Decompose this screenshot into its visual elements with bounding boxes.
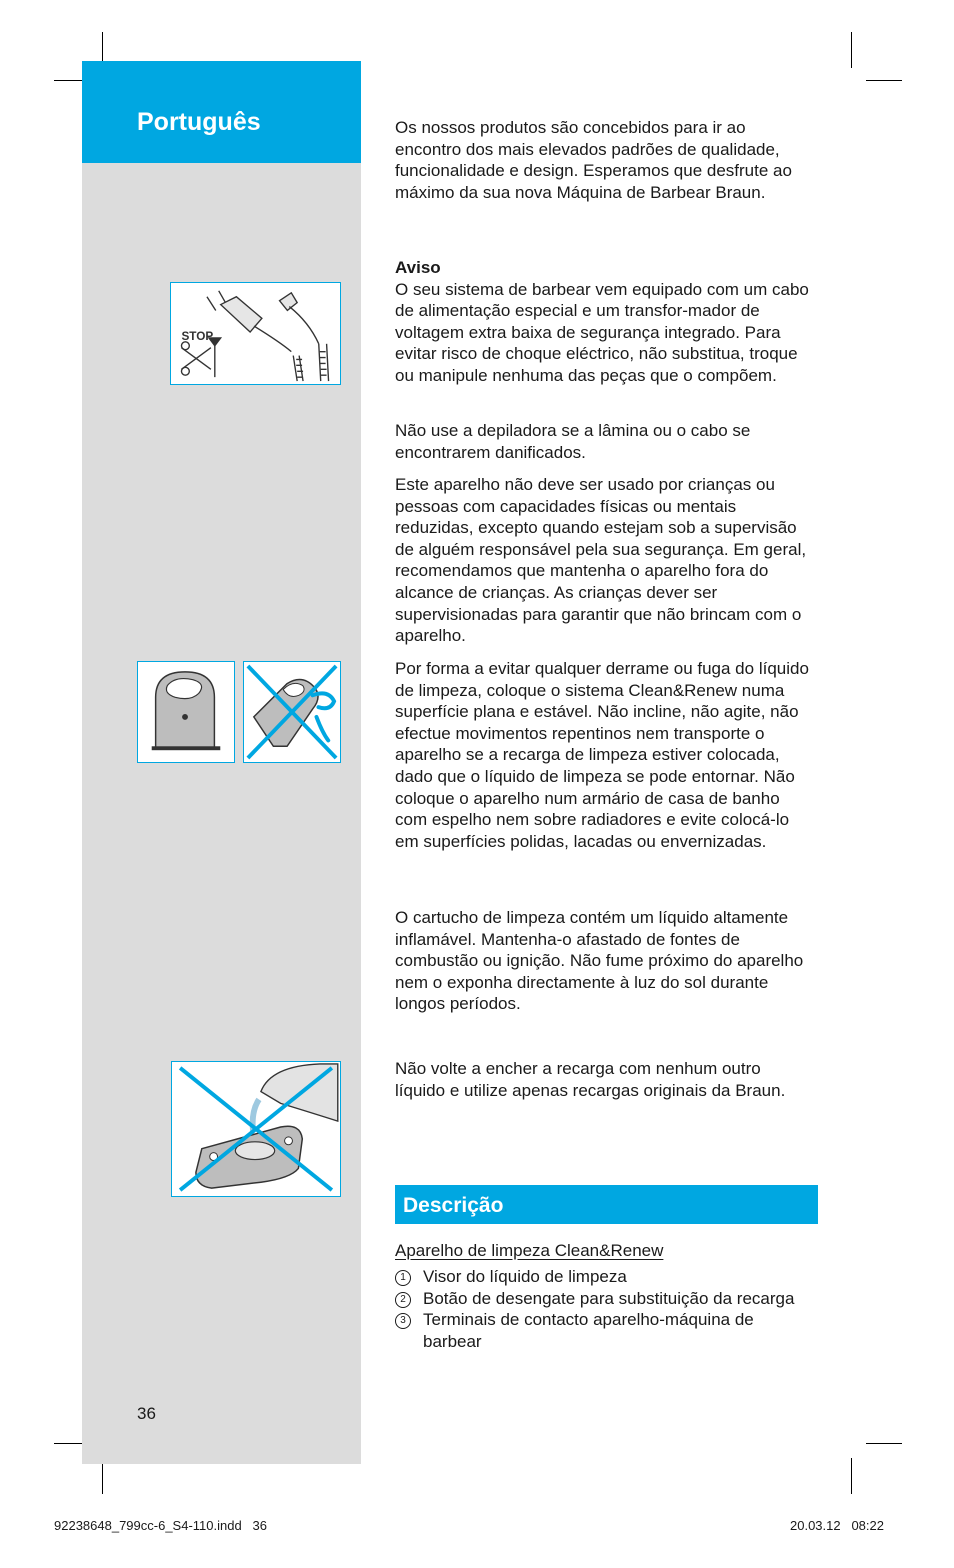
- item-number: 1: [395, 1270, 411, 1286]
- list-item: [395, 1266, 815, 1288]
- no-refill-crossed-icon: [172, 1062, 340, 1196]
- warning-text-1: O seu sistema de barbear vem equipado com um cabo de alimentação especial e um transfor-mador de voltagem extra baixa de segurança integrado. Para evitar risco de choque eléctrico, não substitua, troque ou manipule nenhuma das peças que o compõem.: [395, 279, 809, 385]
- description-subtitle: Aparelho de limpeza Clean&Renew: [395, 1241, 664, 1260]
- warning-heading: Aviso: [395, 258, 441, 277]
- crop-mark: [866, 80, 902, 81]
- warning-paragraph-2: Não use a depiladora se a lâmina ou o cabo se encontrarem danificados.: [395, 421, 751, 462]
- crop-mark: [851, 1458, 852, 1494]
- figure-tilted-cartridge-crossed: [243, 661, 341, 763]
- cartridge-upright-icon: [138, 662, 234, 762]
- plug-cable-icon: [171, 283, 340, 384]
- warning-paragraph-6: Não volte a encher a recarga com nenhum outro líquido e utilize apenas recargas originais da Braun.: [395, 1059, 786, 1100]
- warning-paragraph-5: O cartucho de limpeza contém um líquido altamente inflamável. Mantenha-o afastado de fontes de combustão ou ignição. Não fume próximo do aparelho nem o exponha directamente à luz do sol durante longos períodos.: [395, 908, 804, 1014]
- cartridge-tilted-crossed-icon: [244, 662, 340, 762]
- warning-paragraph-1: [395, 257, 815, 387]
- figure-upright-cartridge: [137, 661, 235, 763]
- item-number: 2: [395, 1292, 411, 1308]
- intro-paragraph: Os nossos produtos são concebidos para ir ao encontro dos mais elevados padrões de qualidade, funcionalidade e design. Esperamos que desfrute ao máximo da sua nova Máquina de Barbear Braun.: [395, 118, 792, 202]
- figure-no-refill-crossed: [171, 1061, 341, 1197]
- list-item: [395, 1288, 815, 1310]
- description-title: Descrição: [403, 1194, 504, 1217]
- footer-file-info: 92238648_799cc-6_S4-110.indd 36: [54, 1518, 267, 1533]
- item-number: 3: [395, 1313, 411, 1329]
- item-text: Visor do líquido de limpeza: [423, 1267, 627, 1286]
- description-list: [395, 1266, 815, 1352]
- warning-paragraph-3: Este aparelho não deve ser usado por crianças ou pessoas com capacidades físicas ou mentais reduzidas, excepto quando estejam sob a supervisão de alguém responsável pela sua segurança. Em geral, recomendamos que mantenha o aparelho fora do alcance de crianças. As crianças dever ser supervisionadas para garantir que não brincam com o aparelho.: [395, 475, 807, 646]
- warning-paragraph-4: Por forma a evitar qualquer derrame ou fuga do líquido de limpeza, coloque o sistema Clean&Renew numa superfície plana e estável. Não incline, não agite, não efectue movimentos repentinos nem transporte o aparelho se a recarga de limpeza estiver colocada, dado que o líquido de limpeza se pode entornar. Não coloque o aparelho num armário de casa de banho com espelho nem sobre radiadores e evite colocá-lo em superfícies polidas, lacadas ou envernizadas.: [395, 659, 809, 851]
- language-title: Português: [137, 108, 261, 136]
- footer-date: 20.03.12 08:22: [790, 1518, 884, 1533]
- page-number: 36: [137, 1404, 156, 1423]
- list-item: [395, 1309, 815, 1352]
- figure-cable-warning: [170, 282, 341, 385]
- stop-label: STOP: [181, 329, 214, 343]
- item-text: Botão de desengate para substituição da recarga: [423, 1288, 795, 1308]
- item-text: Terminais de contacto aparelho-máquina de barbear: [423, 1310, 754, 1351]
- crop-mark: [866, 1443, 902, 1444]
- crop-mark: [851, 32, 852, 68]
